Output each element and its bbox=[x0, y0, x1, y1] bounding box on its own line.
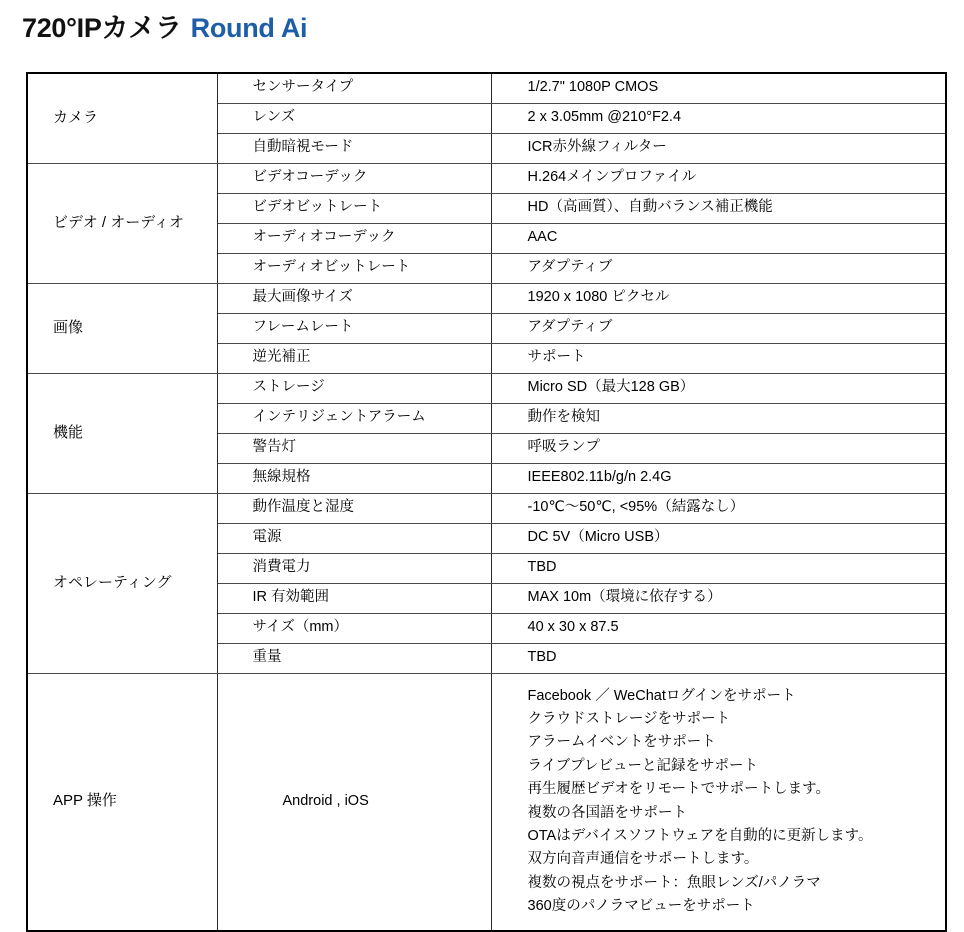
table-row bbox=[27, 493, 946, 523]
table-row bbox=[27, 163, 946, 193]
item-label-cell: オーディオビットレート bbox=[217, 253, 491, 283]
item-value-cell: アダプティブ bbox=[491, 253, 946, 283]
app-feature-line: クラウドストレージをサポート bbox=[527, 710, 731, 727]
item-value-cell: 2 x 3.05mm @210°F2.4 bbox=[491, 103, 946, 133]
item-label-cell: レンズ bbox=[217, 103, 491, 133]
category-cell-app: APP 操作 bbox=[27, 673, 217, 931]
item-value-cell: 動作を検知 bbox=[491, 403, 946, 433]
item-label-cell: 電源 bbox=[217, 523, 491, 553]
app-feature-line: アラームイベントをサポート bbox=[527, 734, 716, 751]
item-label-cell: 自動暗視モード bbox=[217, 133, 491, 163]
app-platform-cell: Android , iOS bbox=[217, 673, 491, 931]
app-feature-list-cell bbox=[491, 673, 946, 931]
app-feature-line: 再生履歴ビデオをリモートでサポートします。 bbox=[527, 781, 830, 798]
item-label-cell: ビデオビットレート bbox=[217, 193, 491, 223]
item-label-cell: センサータイプ bbox=[217, 73, 491, 103]
item-value-cell: IEEE802.11b/g/n 2.4G bbox=[491, 463, 946, 493]
item-label-cell: 消費電力 bbox=[217, 553, 491, 583]
item-label-cell: インテリジェントアラーム bbox=[217, 403, 491, 433]
item-value-cell: ICR赤外線フィルター bbox=[491, 133, 946, 163]
item-label-cell: 動作温度と湿度 bbox=[217, 493, 491, 523]
item-label-cell: フレームレート bbox=[217, 313, 491, 343]
category-cell: オペレーティング bbox=[27, 493, 217, 673]
category-cell: カメラ bbox=[27, 73, 217, 163]
specification-table-body bbox=[27, 73, 946, 931]
category-cell: ビデオ / オーディオ bbox=[27, 163, 217, 283]
table-row bbox=[27, 373, 946, 403]
table-row bbox=[27, 73, 946, 103]
item-label-cell: 逆光補正 bbox=[217, 343, 491, 373]
app-feature-line: ライブプレビューと記録をサポート bbox=[527, 757, 759, 774]
app-table-row bbox=[27, 673, 946, 931]
item-label-cell: オーディオコーデック bbox=[217, 223, 491, 253]
item-label-cell: IR 有効範囲 bbox=[217, 583, 491, 613]
app-feature-line: 双方向音声通信をサポートします。 bbox=[527, 851, 759, 868]
app-feature-line: 複数の各国語をサポート bbox=[527, 804, 687, 821]
item-value-cell: TBD bbox=[491, 553, 946, 583]
item-value-cell: アダプティブ bbox=[491, 313, 946, 343]
item-value-cell: H.264メインプロファイル bbox=[491, 163, 946, 193]
app-feature-line: 複数の視点をサポート：魚眼レンズ/パノラマ bbox=[527, 874, 821, 891]
item-value-cell: AAC bbox=[491, 223, 946, 253]
item-label-cell: 無線規格 bbox=[217, 463, 491, 493]
item-value-cell: HD（高画質）、自動バランス補正機能 bbox=[491, 193, 946, 223]
item-label-cell: サイズ（mm） bbox=[217, 613, 491, 643]
specification-table bbox=[26, 72, 947, 932]
item-label-cell: 重量 bbox=[217, 643, 491, 673]
item-value-cell: 1920 x 1080 ピクセル bbox=[491, 283, 946, 313]
item-value-cell: サポート bbox=[491, 343, 946, 373]
item-label-cell: ストレージ bbox=[217, 373, 491, 403]
category-cell: 画像 bbox=[27, 283, 217, 373]
item-value-cell: 40 x 30 x 87.5 bbox=[491, 613, 946, 643]
item-value-cell: DC 5V（Micro USB） bbox=[491, 523, 946, 553]
app-feature-line: OTAはデバイスソフトウェアを自動的に更新します。 bbox=[527, 827, 873, 844]
item-value-cell: Micro SD（最大128 GB） bbox=[491, 373, 946, 403]
page-title bbox=[22, 15, 307, 42]
item-label-cell: ビデオコーデック bbox=[217, 163, 491, 193]
item-label-cell: 最大画像サイズ bbox=[217, 283, 491, 313]
category-cell: 機能 bbox=[27, 373, 217, 493]
page-title-main: 720°IPカメラ bbox=[22, 13, 182, 43]
item-value-cell: MAX 10m（環境に依存する） bbox=[491, 583, 946, 613]
item-value-cell: TBD bbox=[491, 643, 946, 673]
app-feature-line: Facebook ／ WeChatログインをサポート bbox=[527, 687, 796, 704]
app-feature-line: 360度のパノラマビューをサポート bbox=[527, 898, 755, 915]
item-value-cell: 呼吸ランプ bbox=[491, 433, 946, 463]
item-value-cell: 1/2.7" 1080P CMOS bbox=[491, 73, 946, 103]
table-row bbox=[27, 283, 946, 313]
page-title-brand: Round Ai bbox=[190, 13, 308, 43]
item-label-cell: 警告灯 bbox=[217, 433, 491, 463]
item-value-cell: -10℃〜50℃, <95%（結露なし） bbox=[491, 493, 946, 523]
